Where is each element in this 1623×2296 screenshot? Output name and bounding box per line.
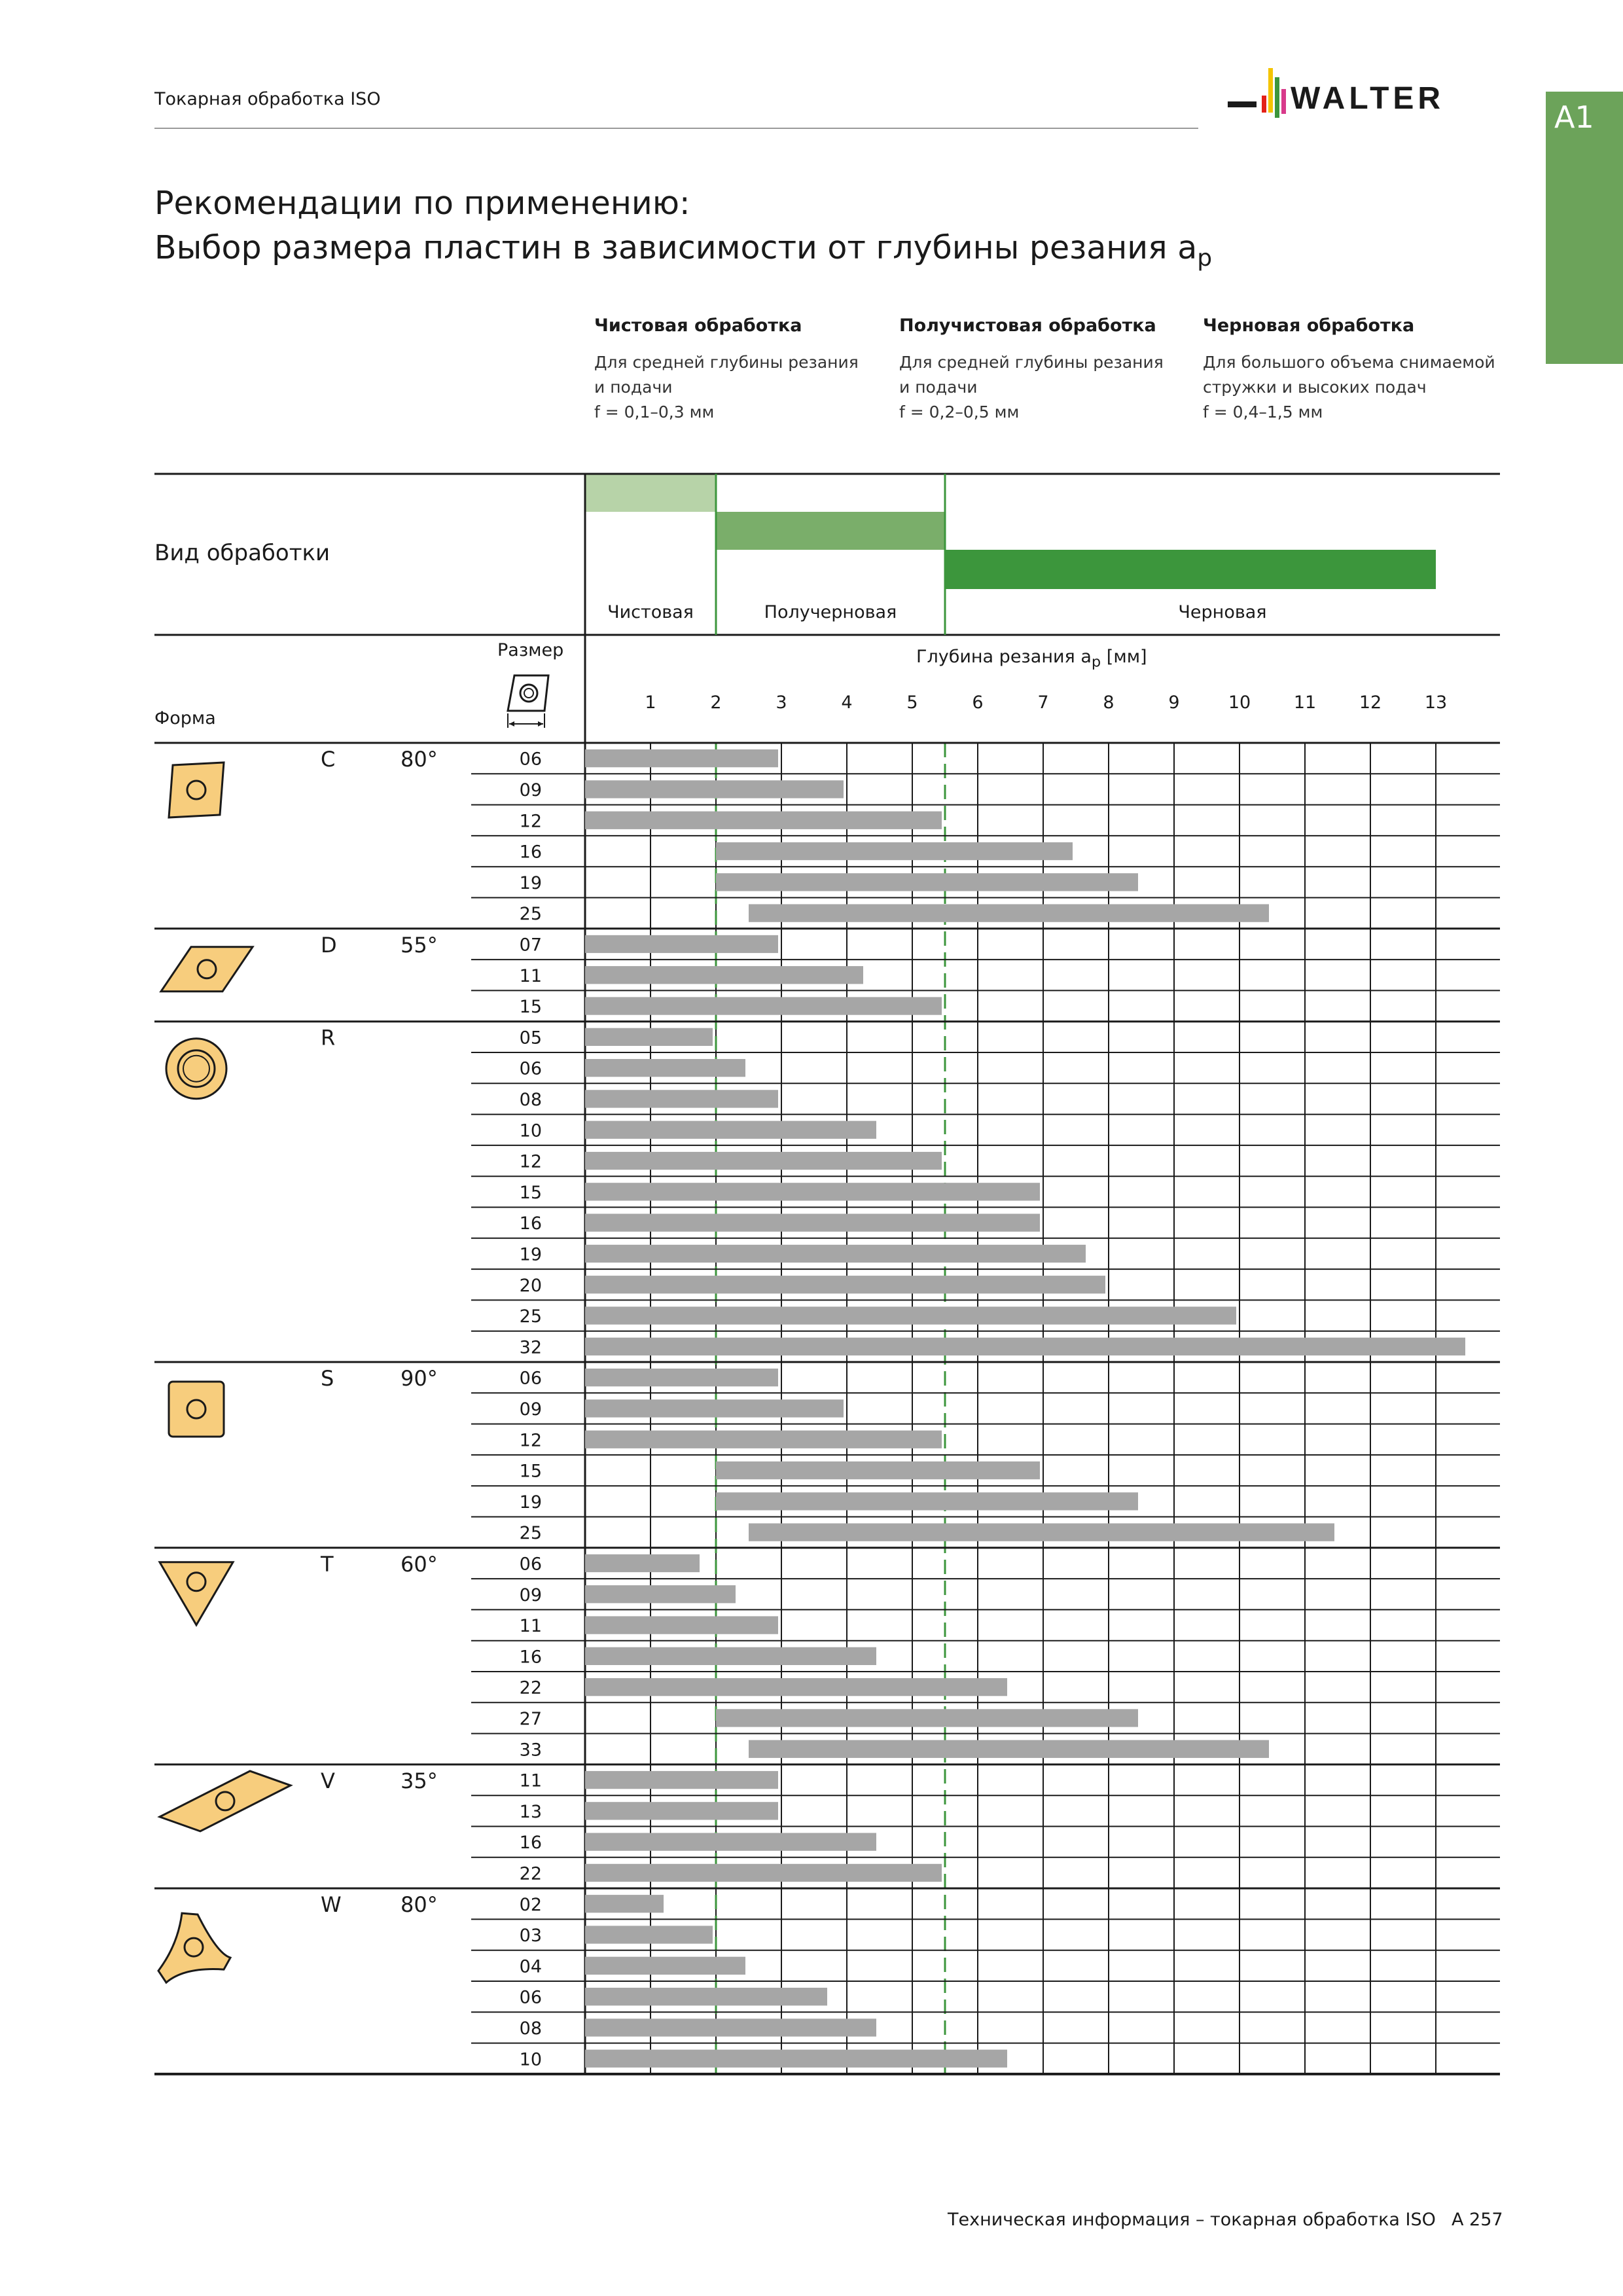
depth-range-bar [716,1462,1040,1479]
insert-size-label: 27 [519,1708,542,1729]
x-tick-label: 8 [1103,692,1115,713]
depth-range-bar [585,1276,1105,1293]
insert-size-label: 13 [519,1801,542,1822]
depth-range-bar [585,1431,942,1448]
insert-shape-code: D [321,932,337,958]
insert-hole-icon [187,1573,205,1591]
depth-range-bar [585,966,863,984]
depth-range-bar [585,1926,713,1943]
chapter-tab-label: A1 [1554,99,1594,135]
insert-size-label: 06 [519,1554,542,1575]
depth-range-bar [585,1988,827,2005]
page-number: A 257 [1452,2210,1503,2230]
depth-axis-label-unit: [мм] [1101,647,1147,667]
band-label-roughing: Черновая [1178,602,1267,622]
band-fill-semi-roughing [716,512,945,550]
depth-axis-label [916,647,1147,670]
insert-rhombus35-icon [160,1771,291,1831]
x-tick-label: 7 [1037,692,1049,713]
depth-range-bar [585,1585,736,1603]
depth-range-bar [585,1306,1236,1324]
insert-size-label: 05 [519,1028,542,1049]
insert-size-label: 25 [519,904,542,925]
x-tick-label: 2 [710,692,722,713]
mode-desc [594,350,859,425]
insert-shape-code: W [321,1892,342,1918]
mode-desc-line: f = 0,2–0,5 мм [899,403,1020,422]
insert-shape-code: T [321,1551,334,1577]
depth-range-bar [716,842,1073,860]
mode-title: Чистовая обработка [594,315,802,336]
insert-square-icon [169,1382,224,1437]
insert-hole-icon [185,1938,203,1956]
insert-size-label: 16 [519,1833,542,1854]
depth-range-bar [749,1740,1269,1758]
mode-desc-line: Для средней глубины резания [899,353,1164,372]
mode-semi-finishing [899,315,1164,425]
mode-roughing [1203,315,1495,425]
insert-shape-code: R [321,1025,336,1050]
depth-range-bar [585,1678,1007,1696]
insert-hole-icon [198,960,216,978]
band-label-semi-roughing: Получерновая [764,602,897,622]
depth-axis-label-subscript: p [1091,653,1101,671]
page-title-line2-text: Выбор размера пластин в зависимости от глубины резания a [154,229,1198,266]
insert-size-label: 12 [519,811,542,832]
insert-rhombus80-icon [169,762,224,817]
depth-range-bar [585,1338,1465,1355]
insert-size-label: 04 [519,1956,542,1977]
insert-size-label: 02 [519,1894,542,1915]
insert-angle: 55° [401,932,438,958]
insert-hole-icon [178,1050,215,1087]
depth-range-bar [585,2018,876,2036]
page-title-line2 [154,229,1212,272]
header-divider [154,128,1198,129]
insert-size-label: 16 [519,1647,542,1668]
depth-range-bar [585,1833,876,1851]
x-tick-label: 11 [1293,692,1317,713]
footer-text: Техническая информация – токарная обработка ISO [948,2210,1436,2230]
depth-range-bar [716,1492,1138,1510]
depth-range-bar [585,1214,1040,1232]
insert-size-label: 12 [519,1151,542,1172]
mode-finishing [594,315,859,425]
insert-round-icon [166,1039,226,1099]
mode-desc-line: f = 0,4–1,5 мм [1203,403,1323,422]
depth-range-bar [585,1647,876,1665]
insert-angle: 35° [401,1768,438,1793]
insert-hole-inner-icon [183,1056,209,1082]
insert-angle: 80° [401,1892,438,1918]
band-fill-finishing [585,474,716,512]
depth-range-bar [585,1957,745,1975]
insert-size-label: 08 [519,1089,542,1110]
insert-size-label: 22 [519,1677,542,1698]
insert-hole-icon [187,781,205,799]
insert-size-label: 11 [519,965,542,986]
depth-range-bar [585,1090,778,1107]
insert-size-label: 25 [519,1306,542,1327]
x-tick-label: 4 [841,692,853,713]
insert-hole-icon [187,1400,205,1418]
mode-title: Черновая обработка [1203,315,1415,336]
insert-size-label: 10 [519,2049,542,2070]
brand-logo-text: WALTER [1291,81,1445,116]
insert-hole-icon [216,1792,234,1810]
depth-range-bar [585,1028,713,1046]
depth-range-bar [585,2050,1007,2068]
insert-size-label: 12 [519,1430,542,1451]
depth-range-bar [716,873,1138,891]
depth-range-bar [585,997,942,1014]
header-section-title: Токарная обработка ISO [154,89,381,109]
insert-size-label: 07 [519,935,542,956]
insert-size-label: 16 [519,1213,542,1234]
insert-size-label: 06 [519,749,542,770]
shape-column-label: Форма [154,708,216,728]
depth-range-bar [585,812,942,829]
insert-size-label: 19 [519,1244,542,1265]
walter-logo [1228,60,1503,132]
machining-type-label: Вид обработки [154,540,330,566]
mode-desc-line: и подачи [594,378,673,397]
insert-size-label: 33 [519,1740,542,1761]
x-tick-label: 6 [972,692,984,713]
insert-size-label: 15 [519,1182,542,1203]
insert-triangle-icon [160,1562,233,1625]
insert-size-label: 15 [519,1461,542,1482]
depth-range-bar [585,1369,778,1386]
insert-shape-code: C [321,747,336,772]
insert-size-label: 20 [519,1275,542,1296]
depth-range-bar [585,1554,700,1572]
insert-shape-code: S [321,1366,334,1391]
insert-size-label: 06 [519,1368,542,1389]
x-tick-label: 12 [1359,692,1382,713]
depth-range-bar [749,1524,1334,1541]
mode-desc-line: Для большого объема снимаемой [1203,353,1495,372]
x-tick-label: 10 [1228,692,1251,713]
depth-range-bar [585,780,844,798]
x-tick-label: 5 [906,692,918,713]
insert-size-label: 09 [519,1585,542,1605]
insert-trigon-icon [158,1913,230,1982]
insert-size-label: 11 [519,1770,542,1791]
depth-range-bar [585,935,778,953]
insert-size-label: 25 [519,1523,542,1544]
insert-size-label: 16 [519,842,542,863]
insert-size-label: 10 [519,1121,542,1141]
insert-size-label: 15 [519,997,542,1018]
insert-size-label: 09 [519,1399,542,1420]
x-tick-label: 9 [1168,692,1180,713]
mode-desc-line: f = 0,1–0,3 мм [594,403,715,422]
band-fill-roughing [945,550,1436,589]
depth-range-bar [585,1895,664,1912]
page-title-subscript: p [1197,244,1213,272]
depth-axis-label-text: Глубина резания a [916,647,1092,667]
insert-size-label: 08 [519,2018,542,2039]
depth-range-bar [585,1059,745,1077]
depth-range-bar [585,1245,1086,1263]
depth-range-bar [585,1152,942,1170]
size-column-label: Размер [497,640,564,660]
insert-size-label: 11 [519,1616,542,1637]
depth-range-bar [585,1121,876,1139]
mode-desc-line: стружки и высоких подач [1203,378,1427,397]
insert-size-label: 32 [519,1337,542,1358]
depth-range-bar [585,1864,942,1882]
page-title-line1: Рекомендации по применению: [154,185,690,222]
depth-range-bar [716,1709,1138,1727]
x-tick-label: 1 [645,692,656,713]
insert-size-label: 06 [519,1987,542,2008]
insert-rhombus55-icon [161,947,253,992]
depth-range-bar [585,1183,1040,1200]
depth-range-bar [585,1399,844,1417]
insert-size-label: 09 [519,780,542,800]
band-label-finishing: Чистовая [607,602,694,622]
x-tick-label: 13 [1424,692,1448,713]
insert-size-label: 19 [519,1492,542,1513]
mode-title: Получистовая обработка [899,315,1156,336]
insert-size-label: 06 [519,1058,542,1079]
mode-desc-line: и подачи [899,378,978,397]
depth-range-bar [585,1802,778,1820]
mode-desc-line: Для средней глубины резания [594,353,859,372]
insert-size-label: 03 [519,1926,542,1946]
insert-angle: 80° [401,747,438,772]
insert-shape-code: V [321,1768,335,1793]
insert-size-label: 19 [519,872,542,893]
depth-range-bar [585,1616,778,1634]
mode-desc [1203,350,1495,425]
insert-size-icon [504,670,554,733]
insert-angle: 60° [401,1551,438,1577]
insert-angle: 90° [401,1366,438,1391]
x-tick-label: 3 [776,692,787,713]
mode-desc [899,350,1164,425]
depth-range-bar [585,749,778,767]
insert-size-label: 22 [519,1863,542,1884]
depth-range-bar [585,1771,778,1789]
depth-range-bar [749,905,1269,922]
